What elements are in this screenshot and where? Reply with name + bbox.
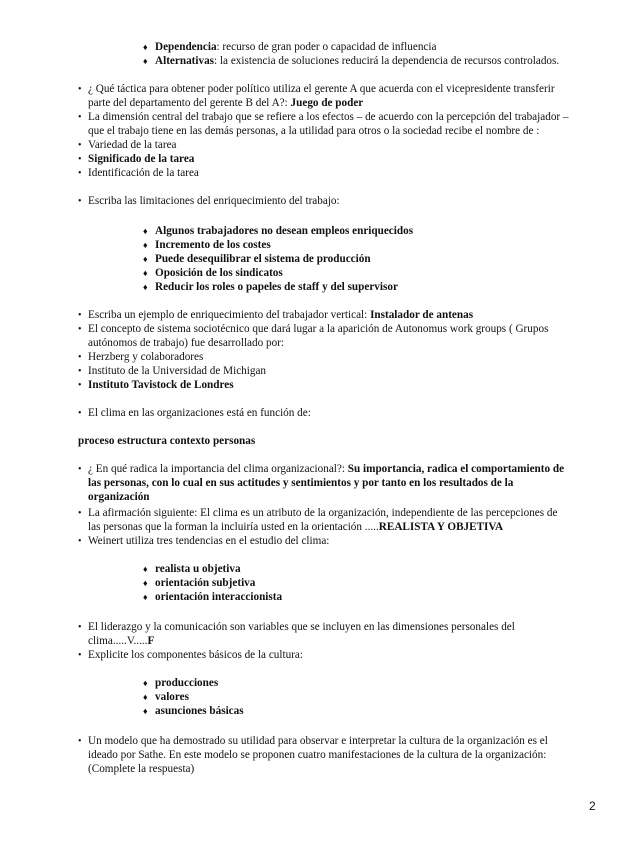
text-line [88,379,234,393]
diamond-bullet-icon: ♦ [143,56,148,66]
text: ideado por Sathe. En este modelo se proponen cuatro manifestaciones de la cultura de la organización: [88,749,547,761]
diamond-bullet-icon: ♦ [143,254,148,264]
text-line [155,253,371,267]
text: La dimensión central del trabajo que se refiere a los efectos – de acuerdo con la percepción del trabajador – [88,111,569,123]
diamond-bullet-icon: ♦ [143,678,148,688]
text-line [88,735,548,749]
page-number: 2 [589,799,596,813]
diamond-bullet-icon: ♦ [143,268,148,278]
text: autónomos de trabajo) fue desarrollado por: [88,337,285,349]
diamond-bullet-icon: ♦ [143,706,148,716]
bullet-icon: • [78,622,82,633]
text: Identificación de la tarea [88,167,199,179]
bold-text: F [147,635,155,647]
text-line [78,435,255,449]
text: clima.....V..... [88,635,148,647]
diamond-bullet-icon: ♦ [143,564,148,574]
text: : recurso de gran poder o capacidad de influencia [216,41,437,53]
text-line [88,463,564,477]
text: El concepto de sistema sociotécnico que dará lugar a la aparición de Autonomus work groups ( Grupos [88,323,549,335]
text-line [155,577,255,591]
text-line [88,535,329,549]
bold-text: asunciones básicas [155,705,244,717]
text-line [88,365,266,379]
bold-text: producciones [155,677,219,689]
text-line [88,125,539,139]
bold-text: Instalador de antenas [370,309,474,321]
bullet-icon: • [78,408,82,419]
text: Weinert utiliza tres tendencias en el estudio del clima: [88,535,330,547]
text: (Complete la respuesta) [88,763,195,775]
text-line [155,677,218,691]
bold-text: Alternativas [155,55,215,67]
text: ¿ En qué radica la importancia del clima organizacional?: [88,463,348,475]
text-line [88,507,558,521]
bold-text: orientación interaccionista [155,591,283,603]
bullet-icon: • [78,310,82,321]
text-line [155,55,559,69]
bullet-icon: • [78,168,82,179]
bullet-icon: • [78,508,82,519]
text: : la existencia de soluciones reducirá la dependencia de recursos controlados. [214,55,560,67]
text: Variedad de la tarea [88,139,177,151]
text-line [155,705,244,719]
text-line [88,763,194,777]
text-line [155,591,282,605]
bold-text: Reducir los roles o papeles de staff y del supervisor [155,281,398,293]
text-line [88,153,194,167]
text-line [88,749,546,763]
text-line [155,41,436,55]
bold-text: valores [155,691,189,703]
bullet-icon: • [78,736,82,747]
text: las personas que la forman la incluiría usted en la orientación ..... [88,521,379,533]
text: parte del departamento del gerente B del A?: [88,97,291,109]
text: que el trabajo tiene en las demás personas, a la utilidad para otros o la sociedad recibe el nombre de : [88,125,540,137]
bullet-icon: • [78,464,82,475]
bold-text: proceso estructura contexto personas [78,435,256,447]
diamond-bullet-icon: ♦ [143,226,148,236]
diamond-bullet-icon: ♦ [143,692,148,702]
bold-text: REALISTA Y OBJETIVA [378,521,504,533]
bold-text: Puede desequilibrar el sistema de producción [155,253,371,265]
bold-text: Significado de la tarea [88,153,195,165]
text-line [88,351,203,365]
text: Escriba las limitaciones del enriquecimiento del trabajo: [88,195,340,207]
text: Un modelo que ha demostrado su utilidad para observar e interpretar la cultura de la organización es el [88,735,548,747]
bold-text: Instituto Tavistock de Londres [88,379,234,391]
diamond-bullet-icon: ♦ [143,592,148,602]
diamond-bullet-icon: ♦ [143,578,148,588]
bullet-icon: • [78,324,82,335]
text-line [155,563,241,577]
text: Escriba un ejemplo de enriquecimiento del trabajador vertical: [88,309,371,321]
text-line [155,267,283,281]
bullet-icon: • [78,536,82,547]
text-line [88,477,513,491]
text-line [88,167,199,181]
text-line [155,239,271,253]
bold-text: Dependencia [155,41,217,53]
bullet-icon: • [78,154,82,165]
text: El clima en las organizaciones está en función de: [88,407,311,419]
text-line [155,225,413,239]
text-line [155,281,398,295]
text-line [155,691,189,705]
text: ¿ Qué táctica para obtener poder político utiliza el gerente A que acuerda con el vicepresidente transferir [88,83,555,95]
text-line [88,635,154,649]
text-line [88,649,303,663]
text-line [88,195,340,209]
text-line [88,97,363,111]
diamond-bullet-icon: ♦ [143,282,148,292]
bold-text: Su importancia, radica el comportamiento de [347,463,565,475]
bold-text: Juego de poder [290,97,364,109]
bold-text: las personas, con lo cual en sus actitudes y sentimientos y por tanto en los resultados de la [88,477,514,489]
bullet-icon: • [78,196,82,207]
bullet-icon: • [78,140,82,151]
text-line [88,521,503,535]
bullet-icon: • [78,84,82,95]
text-line [88,491,150,505]
bullet-icon: • [78,352,82,363]
text-line [88,83,555,97]
bold-text: Algunos trabajadores no desean empleos enriquecidos [155,225,414,237]
bullet-icon: • [78,112,82,123]
bold-text: realista u objetiva [155,563,241,575]
bold-text: Oposición de los sindicatos [155,267,283,279]
text-line [88,309,473,323]
bullet-icon: • [78,650,82,661]
diamond-bullet-icon: ♦ [143,42,148,52]
text: Herzberg y colaboradores [88,351,204,363]
text-line [88,407,311,421]
text: La afirmación siguiente: El clima es un atributo de la organización, independiente de las percepciones de [88,507,558,519]
bold-text: orientación subjetiva [155,577,256,589]
text-line [88,621,515,635]
bullet-icon: • [78,380,82,391]
text: Explicite los componentes básicos de la cultura: [88,649,303,661]
bold-text: organización [88,491,150,503]
bold-text: Incremento de los costes [155,239,271,251]
text-line [88,111,569,125]
text: El liderazgo y la comunicación son variables que se incluyen en las dimensiones personales del [88,621,515,633]
text-line [88,139,177,153]
text-line [88,337,284,351]
bullet-icon: • [78,366,82,377]
text-line [88,323,548,337]
diamond-bullet-icon: ♦ [143,240,148,250]
text: Instituto de la Universidad de Michigan [88,365,267,377]
